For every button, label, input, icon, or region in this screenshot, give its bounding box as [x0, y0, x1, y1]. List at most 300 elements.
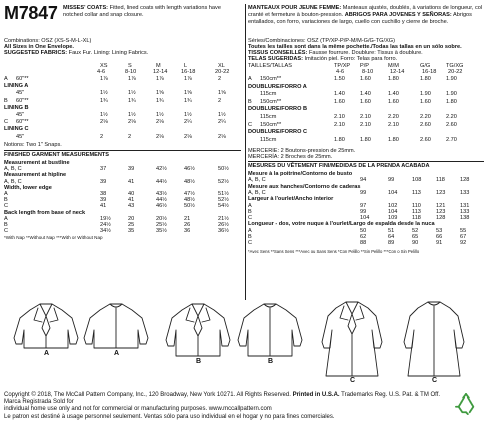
divider-en: [4, 150, 241, 151]
finished-title-en: FINISHED GARMENT MEASUREMENTS: [4, 152, 110, 158]
column-divider: [245, 4, 246, 300]
fabric-yardage: 1½: [156, 112, 164, 118]
measurement-label: B: [248, 208, 252, 215]
measurement-value: 118: [436, 177, 445, 184]
measurement-row: [4, 203, 241, 209]
fabric-yardage: 1½: [100, 90, 108, 97]
size-header-cell: L: [184, 63, 188, 69]
measurement-value: 44½: [156, 178, 167, 185]
fabric-yardage: 1¾: [156, 97, 164, 104]
fabric-meters: 2.20: [420, 114, 431, 120]
mercerie-fr: MERCERIE: 2 Boutons-pression de 25mm.: [248, 148, 356, 154]
fabric-label: DOUBLURE/FORRO B: [248, 106, 308, 113]
fabric-label: A: [248, 76, 252, 82]
copyright-text: Copyright © 2018, The McCall Pattern Company, Inc., 120 Broadway, New York 10271. All Rights Reserved.: [4, 392, 291, 398]
size-sub-cell: 16-18: [181, 69, 196, 75]
fabric-yardage: 1½: [100, 112, 108, 118]
measurement-value: 89: [388, 240, 395, 247]
measurement-value: 50½: [218, 166, 229, 173]
measurement-value: 99: [360, 189, 367, 196]
size-header-cell: XL: [218, 63, 225, 69]
measurement-value: 46½: [156, 203, 167, 210]
measurement-value: 138: [460, 215, 470, 222]
measurement-value: 21½: [218, 215, 229, 222]
sizes-header-label: TAILLES/TALLAS: [248, 63, 292, 69]
measurement-label: Width, lower edge: [4, 184, 52, 191]
measurement-value: 128: [460, 177, 470, 184]
measurement-label: C: [4, 228, 9, 235]
combinations-en: Combinations: OSZ (XS-S-M-L-XL): [4, 38, 92, 44]
measurement-value: 50: [360, 227, 367, 234]
measurement-value: 36½: [218, 228, 229, 235]
description-en: [63, 5, 241, 19]
combinations-es: Séries/Combinaciones: OSZ (TP/XP-P/P-M/M-G/G-TG/XG): [248, 38, 396, 44]
measurement-value: 37: [100, 166, 107, 173]
size-sub-cell: 8-10: [125, 69, 137, 75]
measurement-row: [4, 222, 241, 228]
fabric-label: C: [4, 119, 9, 126]
fabric-width: 150cm**: [260, 76, 282, 82]
fabric-row-es: [248, 76, 484, 82]
fabric-meters: 1.80: [334, 136, 345, 143]
fabric-yardage: 2: [218, 97, 222, 104]
size-sub-cell: 12-14: [153, 69, 168, 75]
fabric-width: 115cm: [260, 91, 277, 98]
measurement-value: 52: [412, 227, 419, 234]
measurement-value: 55: [460, 227, 467, 234]
fabric-yardage: 1½: [128, 112, 136, 118]
fabric-row: [4, 90, 241, 96]
measurement-row: [4, 172, 241, 178]
measurement-value: 26½: [218, 222, 229, 228]
fabric-width: 150cm**: [260, 98, 282, 105]
measurement-value: 97: [360, 202, 367, 209]
fabric-width: 45": [16, 133, 25, 140]
measurement-value: 104: [388, 189, 398, 196]
measurement-label: A, B, C: [248, 177, 266, 184]
fabric-meters: 1.80: [360, 136, 371, 143]
view-label: B: [268, 358, 274, 365]
fabric-meters: 1.40: [334, 91, 345, 98]
fabric-yardage: 1½: [218, 112, 226, 118]
measurement-label: C: [4, 203, 9, 210]
measurement-value: 20½: [156, 215, 167, 222]
measurement-value: 102: [388, 202, 398, 209]
fabric-meters: 2.20: [446, 114, 457, 120]
measurement-row: [4, 160, 241, 166]
measurement-label: Measurement at hipline: [4, 172, 67, 179]
description-en-text: Fitted, lined coats with length variations have notched collar and snap closure.: [63, 5, 221, 18]
tissus-text: Fausse fourrure. Doublure: Tissus à doublure.: [308, 50, 423, 56]
size-sub-row: [4, 69, 241, 75]
measurement-value: 53: [436, 227, 443, 234]
fabric-row-es: [248, 84, 484, 90]
measurement-value: 38: [100, 191, 107, 197]
measurement-value: 90: [412, 240, 419, 247]
measurement-value: 47½: [184, 191, 195, 197]
measurement-row-es: [248, 203, 484, 209]
measurement-value: 65: [412, 234, 419, 240]
measurement-value: 43: [128, 203, 135, 210]
fabric-meters: 1.90: [420, 91, 431, 98]
fabric-row-es: [248, 137, 484, 143]
fabric-width: 115cm: [260, 136, 277, 143]
measurement-value: 40: [128, 191, 135, 197]
measurement-label: A: [248, 227, 252, 234]
measurement-row: [4, 197, 241, 203]
coat-c-back: [404, 302, 464, 376]
measurement-value: 99: [360, 208, 367, 215]
fabric-row: [4, 126, 241, 132]
measurement-row-es: [248, 177, 484, 183]
measurement-value: 41: [128, 178, 135, 185]
fabric-label: LINING C: [4, 126, 29, 133]
fabric-meters: 1.50: [334, 76, 345, 82]
description-es-text: Abrigos entallados, con forro, variaciones de largo, cuello con cuchillo y cierre de broche.: [248, 11, 472, 25]
measurement-value: 128: [436, 215, 446, 222]
finished-title-es: MESURES DU VÊTEMENT FINI/MEDIDAS DE LA PRENDA ACABADA: [248, 163, 430, 169]
measurement-value: 64: [388, 234, 395, 240]
fabric-width: 150cm**: [260, 121, 282, 128]
measurement-value: 94: [360, 177, 367, 184]
measurement-value: 42½: [156, 166, 167, 173]
fabric-yardage: 2⅛: [156, 133, 164, 140]
coat-a-back: [84, 304, 148, 348]
measurement-value: 109: [388, 215, 398, 222]
fabric-meters: 1.80: [446, 98, 457, 105]
measurement-value: 118: [412, 215, 421, 222]
measurement-label: Mesure à la poitrine/Contorno de busto: [248, 171, 353, 177]
footer-line-2: individual home use only and not for commercial or manufacturing purposes. www.mccallpattern.com: [4, 406, 272, 413]
measurement-label: A: [4, 215, 8, 222]
trademark-text: Trademarks Reg. U.S. Pat. & TM Off. Marca Registrada Sold for: [4, 392, 441, 406]
fabric-row-es: [248, 99, 484, 105]
fabric-meters: 1.40: [388, 91, 399, 98]
all-sizes-en: All Sizes in One Envelope.: [4, 44, 74, 50]
suggested-fabrics-en: [4, 50, 148, 56]
fabric-label: C: [248, 121, 253, 128]
suggested-text: Faux Fur. Lining: Lining Fabrics.: [68, 50, 149, 56]
measurement-value: 113: [412, 189, 421, 196]
measurement-value: 131: [460, 202, 470, 209]
size-header-cell: M/M: [388, 63, 399, 69]
measurement-value: 34½: [100, 228, 111, 235]
fabric-meters: 1.60: [334, 98, 345, 105]
suggested-label: SUGGESTED FABRICS:: [4, 50, 68, 56]
measurement-row-es: [248, 190, 484, 196]
measurement-row: [4, 179, 241, 185]
fabric-yardage: 2: [128, 133, 132, 140]
measurement-label: C: [248, 215, 253, 222]
measurement-row-es: [248, 215, 484, 221]
measurement-label: B: [4, 197, 8, 204]
measurement-label: Measurement at bustline: [4, 160, 70, 166]
measurement-label: A: [4, 191, 8, 197]
fabric-width: 45": [16, 112, 25, 118]
nap-note-es: *Avec Sens **Sans Sens ***Avec ou Sans Sens *Con Pelillo **Sin Pelillo ***Con o Sin Pelillo: [248, 249, 420, 254]
measurement-value: 52½: [218, 197, 229, 204]
footer-line-3: Le patron est destiné à usage personnel seulement. Ventas sólo para uso individual en el hogar y no para fines comerciales.: [4, 413, 335, 420]
fabric-label: A: [4, 76, 8, 82]
size-sub-cell: 8-10: [362, 69, 374, 75]
fabric-yardage: 2: [218, 76, 222, 82]
size-sub-cell: 20-22: [448, 69, 463, 75]
fabric-meters: 2.70: [446, 136, 457, 143]
measurement-value: 36: [184, 228, 191, 235]
fabric-meters: 1.80: [388, 136, 399, 143]
merceria-es: MERCERÍA: 2 Broches de 25mm.: [248, 154, 333, 160]
fabric-yardage: 1¾: [100, 97, 108, 104]
measurement-row-es: [248, 196, 484, 202]
measurement-row: [4, 166, 241, 172]
fabric-yardage: 2⅛: [218, 133, 226, 140]
fabric-row: [4, 119, 241, 125]
fabric-label: B: [248, 98, 252, 105]
footer: [4, 392, 450, 421]
measurement-value: 110: [412, 202, 421, 209]
size-header-cell: TG/XG: [446, 63, 464, 69]
fabric-meters: 1.80: [420, 76, 431, 82]
measurement-value: 26: [184, 222, 191, 228]
measurement-value: 20: [128, 215, 135, 222]
fabric-yardage: 1⅞: [184, 76, 192, 82]
size-header-cell: S: [128, 63, 132, 69]
measurement-value: 35½: [156, 228, 167, 235]
fabric-yardage: 1⅞: [100, 76, 108, 82]
measurement-value: 39: [128, 166, 135, 173]
fabric-row: [4, 134, 241, 140]
fabric-yardage: 1¾: [128, 97, 136, 104]
measurement-value: 41: [100, 203, 107, 210]
measurement-row-es: [248, 221, 484, 227]
measurement-label: B: [248, 234, 252, 240]
size-sub-cell: 16-18: [422, 69, 437, 75]
measurement-value: 48½: [184, 178, 195, 185]
fabric-meters: 2.10: [388, 121, 399, 128]
size-sub-cell: 12-14: [390, 69, 405, 75]
measurement-label: A, B, C: [4, 178, 22, 185]
fabric-width: 60"**: [16, 76, 29, 82]
description-es-title: ABRIGOS PARA JOVENES Y SEÑORAS:: [344, 11, 452, 18]
coat-b-front: [166, 304, 230, 356]
measurement-row-es: [248, 209, 484, 215]
measurement-value: 39: [100, 178, 107, 185]
fabric-yardage: 1⅞: [156, 76, 164, 82]
fabric-row-es: [248, 114, 484, 120]
measurement-value: 48½: [184, 197, 195, 204]
fabric-yardage: 1⅝: [218, 90, 226, 97]
measurement-value: 66: [436, 234, 443, 240]
measurement-value: 62: [360, 234, 367, 240]
nap-note-en: *With Nap **Without Nap ***With or Without Nap: [4, 235, 103, 240]
measurement-value: 123: [436, 189, 446, 196]
fabric-label: DOUBLURE/FORRO C: [248, 129, 308, 136]
measurement-value: 67: [460, 234, 467, 240]
measurement-label: Back length from base of neck: [4, 209, 86, 216]
measurement-row: [4, 228, 241, 234]
measurement-label: B: [4, 222, 8, 228]
fabric-row: [4, 112, 241, 118]
fabric-meters: 1.90: [446, 76, 457, 82]
fabric-meters: 1.60: [360, 98, 371, 105]
size-sub-cell: 4-6: [336, 69, 345, 75]
measurement-value: 51: [388, 227, 395, 234]
measurement-value: 104: [360, 215, 370, 222]
measurement-value: 35: [128, 228, 135, 235]
measurement-value: 99: [388, 177, 395, 184]
measurement-row-es: [248, 228, 484, 234]
measurement-value: 108: [412, 177, 422, 184]
view-label: A: [44, 350, 50, 357]
fabric-meters: 2.60: [446, 121, 457, 128]
view-label: A: [114, 350, 120, 357]
fabric-row: [4, 98, 241, 104]
fabric-yardage: 2⅛: [128, 119, 136, 126]
size-header-cell: M: [156, 63, 161, 69]
measurement-value: 46½: [184, 166, 195, 173]
fabric-yardage: 2⅛: [184, 133, 192, 140]
measurement-row-es: [248, 184, 484, 190]
fabric-meters: 1.90: [446, 91, 457, 98]
measurement-label: C: [248, 240, 253, 247]
fabric-meters: 1.60: [388, 98, 399, 105]
description-fr-title: MANTEAUX POUR JEUNE FEMME:: [248, 5, 342, 11]
fabric-meters: 2.10: [360, 114, 371, 120]
view-label: C: [432, 377, 438, 384]
fabric-yardage: 1⅞: [128, 76, 136, 82]
fabric-row: [4, 76, 241, 82]
measurement-row: [4, 185, 241, 191]
measurement-value: 51½: [218, 191, 229, 197]
size-header-cell: XS: [100, 63, 108, 69]
measurement-value: 133: [460, 208, 470, 215]
description-es: [248, 5, 484, 26]
fabric-meters: 1.40: [360, 91, 371, 98]
fabric-yardage: 1½: [128, 90, 136, 97]
measurement-value: 91: [436, 240, 443, 247]
notions-en: Notions: Two 1" Snaps.: [4, 142, 62, 148]
pattern-number: M7847: [4, 3, 58, 23]
fabric-yardage: 2⅛: [100, 119, 108, 126]
fabric-meters: 1.60: [360, 76, 371, 82]
fabric-width: 60"**: [16, 119, 29, 126]
measurement-label: A, B, C: [4, 166, 22, 173]
measurement-label: Mesure aux hanches/Contorno de caderas: [248, 183, 361, 190]
fabric-label: DOUBLURE/FORRO A: [248, 83, 307, 90]
measurement-row-es: [248, 240, 484, 246]
size-sub-cell: 4-6: [97, 69, 106, 75]
measurement-row-es: [248, 171, 484, 177]
fabric-width: 115cm: [260, 114, 277, 120]
telas-es: [248, 56, 397, 62]
measurement-value: 104: [388, 208, 398, 215]
coat-c-front: [322, 302, 382, 376]
measurement-value: 52½: [218, 178, 229, 185]
measurement-row-es: [248, 234, 484, 240]
telas-text: Imitación piel. Forro: Telas para forro.: [304, 56, 398, 62]
fabric-row: [4, 83, 241, 89]
fabric-meters: 2.60: [420, 136, 431, 143]
measurement-value: 133: [460, 189, 470, 196]
coat-illustrations: [0, 300, 488, 382]
measurement-label: Largeur à l'ourlet/Ancho interior: [248, 196, 334, 203]
fabric-width: 45": [16, 90, 25, 97]
measurement-value: 39: [100, 197, 107, 204]
measurement-row: [4, 210, 241, 216]
all-sizes-es: Toutes les tailles sont dans la même pochette./Todas las tallas en un sólo sobre.: [248, 44, 462, 50]
fabric-row-es: [248, 129, 484, 135]
measurement-value: 24½: [100, 222, 111, 228]
measurement-value: 41: [128, 197, 135, 204]
fabric-row-es: [248, 122, 484, 128]
coat-b-back: [238, 304, 302, 356]
fabric-row-es: [248, 91, 484, 97]
measurement-value: 54½: [218, 203, 229, 210]
fabric-yardage: 1½: [184, 112, 192, 118]
measurement-value: 43½: [156, 191, 167, 197]
fabric-meters: 2.10: [334, 121, 345, 128]
measurement-label: Longueur - dos, votre nuque à l'ourlet/Largo de espalda desde la nuca: [248, 221, 435, 228]
fabric-meters: 2.60: [420, 121, 431, 128]
description-fr-text: Manteaux ajustés, doublés, à variations de longueur, col cranté et fermeture à bouton-pression.: [248, 5, 483, 18]
fabric-row: [4, 105, 241, 111]
fabric-meters: 1.60: [420, 98, 431, 105]
measurement-value: 44½: [156, 197, 167, 204]
fabric-yardage: 1⅝: [184, 90, 192, 97]
size-sub-cell: 20-22: [215, 69, 230, 75]
fabric-width: 60"**: [16, 97, 29, 104]
garment-drawings: [0, 300, 488, 382]
fabric-meters: 2.10: [360, 121, 371, 128]
fabric-meters: 2.10: [334, 114, 345, 120]
fabric-label: B: [4, 97, 8, 104]
measurement-row: [4, 216, 241, 222]
measurement-value: 19½: [100, 215, 111, 222]
description-en-title: MISSES' COATS:: [63, 5, 109, 11]
coat-a-front: [14, 304, 78, 348]
printed-in-text: Printed in U.S.A.: [292, 392, 340, 398]
measurement-value: 123: [436, 208, 446, 215]
measurement-value: 21: [184, 215, 191, 222]
measurement-value: 25½: [156, 222, 167, 228]
measurement-value: 50½: [184, 203, 195, 210]
size-header-cell: TP/XP: [334, 63, 351, 69]
footer-line-1: [4, 392, 450, 406]
measurement-value: 88: [360, 240, 367, 247]
fabric-row-es: [248, 106, 484, 112]
divider-es: [248, 161, 484, 162]
measurement-value: 92: [460, 240, 467, 247]
size-header-cell: G/G: [420, 63, 431, 69]
measurement-label: A, B, C: [248, 189, 266, 196]
tissus-label: TISSUS CONSEILLÉS:: [248, 50, 308, 56]
measurement-value: 25: [128, 222, 135, 228]
fabric-label: LINING B: [4, 104, 29, 111]
view-label: C: [350, 377, 356, 384]
telas-label: TELAS SUGERIDAS:: [248, 56, 304, 62]
size-sub-row-es: [248, 69, 484, 75]
fabric-label: LINING A: [4, 83, 29, 90]
fabric-meters: 2.20: [388, 114, 399, 120]
measurement-value: 113: [412, 208, 421, 215]
fabric-yardage: 1⅝: [156, 90, 164, 97]
recycle-icon: [455, 393, 477, 415]
measurement-label: A: [248, 202, 252, 209]
fabric-meters: 1.80: [388, 76, 399, 82]
view-label: B: [196, 358, 202, 365]
fabric-yardage: 2¼: [218, 119, 226, 126]
fabric-yardage: 2: [100, 133, 104, 140]
